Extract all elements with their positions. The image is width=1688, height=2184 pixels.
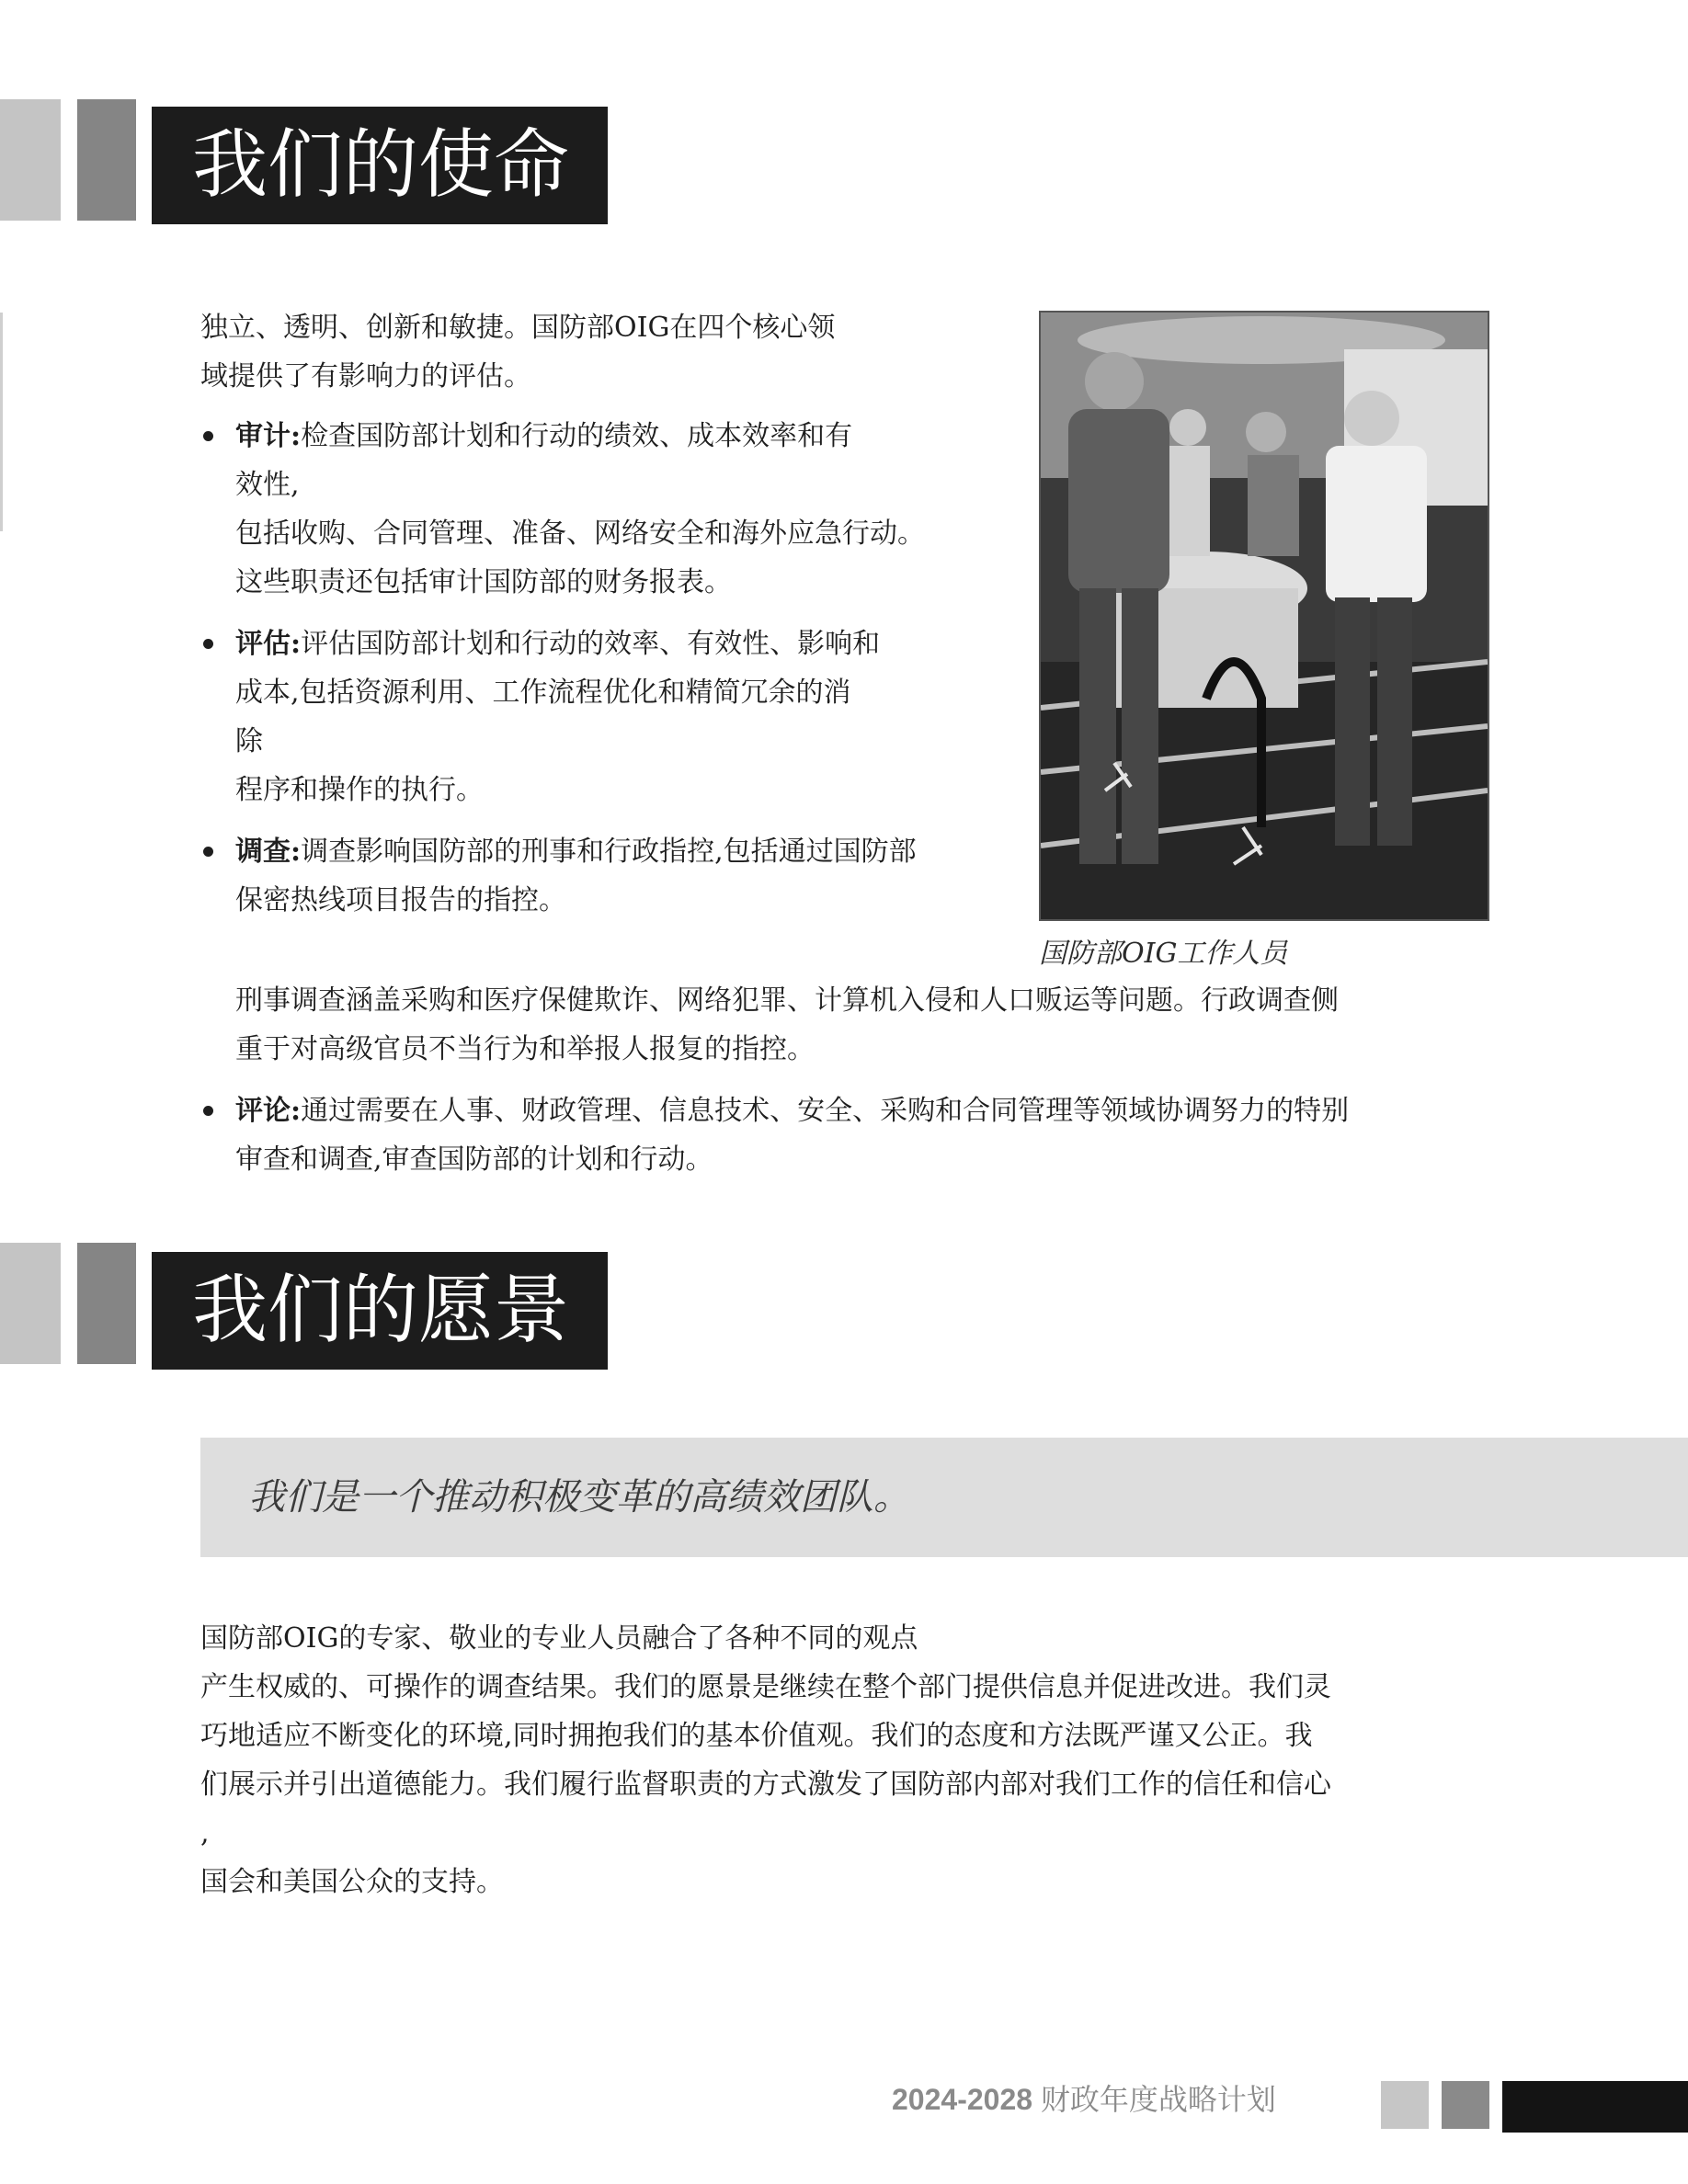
margin-mark [0,313,3,531]
intro-line: 独立、透明、创新和敏捷。国防部OIG在四个核心领 [200,312,836,344]
item-text: 保密热线项目报告的指控。 [235,884,566,916]
list-item-evaluation [200,620,1009,814]
staff-photo-illustration [1041,313,1488,919]
item-text: 效性, [235,469,300,501]
header-decor-bar-light [0,99,61,221]
vision-line: 国防部OIG的专家、敬业的专业人员融合了各种不同的观点 [200,1622,918,1655]
intro-line: 域提供了有影响力的评估。 [200,360,531,392]
mission-intro [200,303,1009,401]
vision-line: 产生权威的、可操作的调查结果。我们的愿景是继续在整个部门提供信息并促进改进。我们灵 [200,1671,1331,1703]
item-term: 评估: [235,628,302,660]
footer-decor-square-dark [1442,2081,1489,2129]
item-text: 通过需要在人事、财政管理、信息技术、安全、采购和合同管理等领域协调努力的特别 [301,1095,1350,1127]
continuation-line: 刑事调查涵盖采购和医疗保健欺诈、网络犯罪、计算机入侵和人口贩运等问题。行政调查侧 [235,984,1339,1017]
footer-decor-block [1502,2081,1688,2133]
vision-line: 巧地适应不断变化的环境,同时拥抱我们的基本价值观。我们的态度和方法既严谨又公正。我 [200,1720,1313,1752]
item-text: 除 [235,725,263,757]
mission-title: 我们的使命 [152,107,608,224]
item-text: 评估国防部计划和行动的效率、有效性、影响和 [301,628,881,660]
item-term: 审计: [235,420,302,452]
investigation-continuation [235,976,1504,1074]
header-decor-bar-dark [77,99,136,221]
footer-years: 2024-2028 [892,2083,1033,2116]
header-decor-bar-dark [77,1243,136,1364]
item-text: 审查和调查,审查国防部的计划和行动。 [235,1143,713,1176]
photo-caption: 国防部OIG工作人员 [1039,938,1288,970]
vision-title: 我们的愿景 [152,1252,608,1370]
item-text: 包括收购、合同管理、准备、网络安全和海外应急行动。 [235,518,925,550]
footer-decor-square-light [1381,2081,1429,2129]
item-text: 检查国防部计划和行动的绩效、成本效率和有 [301,420,853,452]
vision-statement: 我们是一个推动积极变革的高绩效团队。 [200,1438,1688,1557]
vision-body [200,1614,1506,1906]
footer-title [892,2079,1276,2120]
vision-line: 国会和美国公众的支持。 [200,1866,504,1898]
list-item-review [200,1086,1506,1184]
review-list [200,1086,1506,1197]
item-term: 评论: [235,1095,302,1127]
item-text: 成本,包括资源利用、工作流程优化和精简冗余的消 [235,677,851,709]
header-decor-bar-light [0,1243,61,1364]
vision-line: 们展示并引出道德能力。我们履行监督职责的方式激发了国防部内部对我们工作的信任和信心 [200,1769,1331,1801]
item-text: 调查影响国防部的刑事和行政指控,包括通过国防部 [301,836,917,868]
list-item-audit [200,412,1009,607]
staff-photo [1039,311,1489,921]
continuation-line: 重于对高级官员不当行为和举报人报复的指控。 [235,1033,815,1065]
vision-line: , [200,1817,210,1849]
mission-list [200,412,1009,938]
item-text: 这些职责还包括审计国防部的财务报表。 [235,566,732,598]
item-text: 程序和操作的执行。 [235,774,484,806]
footer-plan-title: 财政年度战略计划 [1040,2083,1276,2116]
item-term: 调查: [235,836,302,868]
list-item-investigation [200,827,1009,925]
